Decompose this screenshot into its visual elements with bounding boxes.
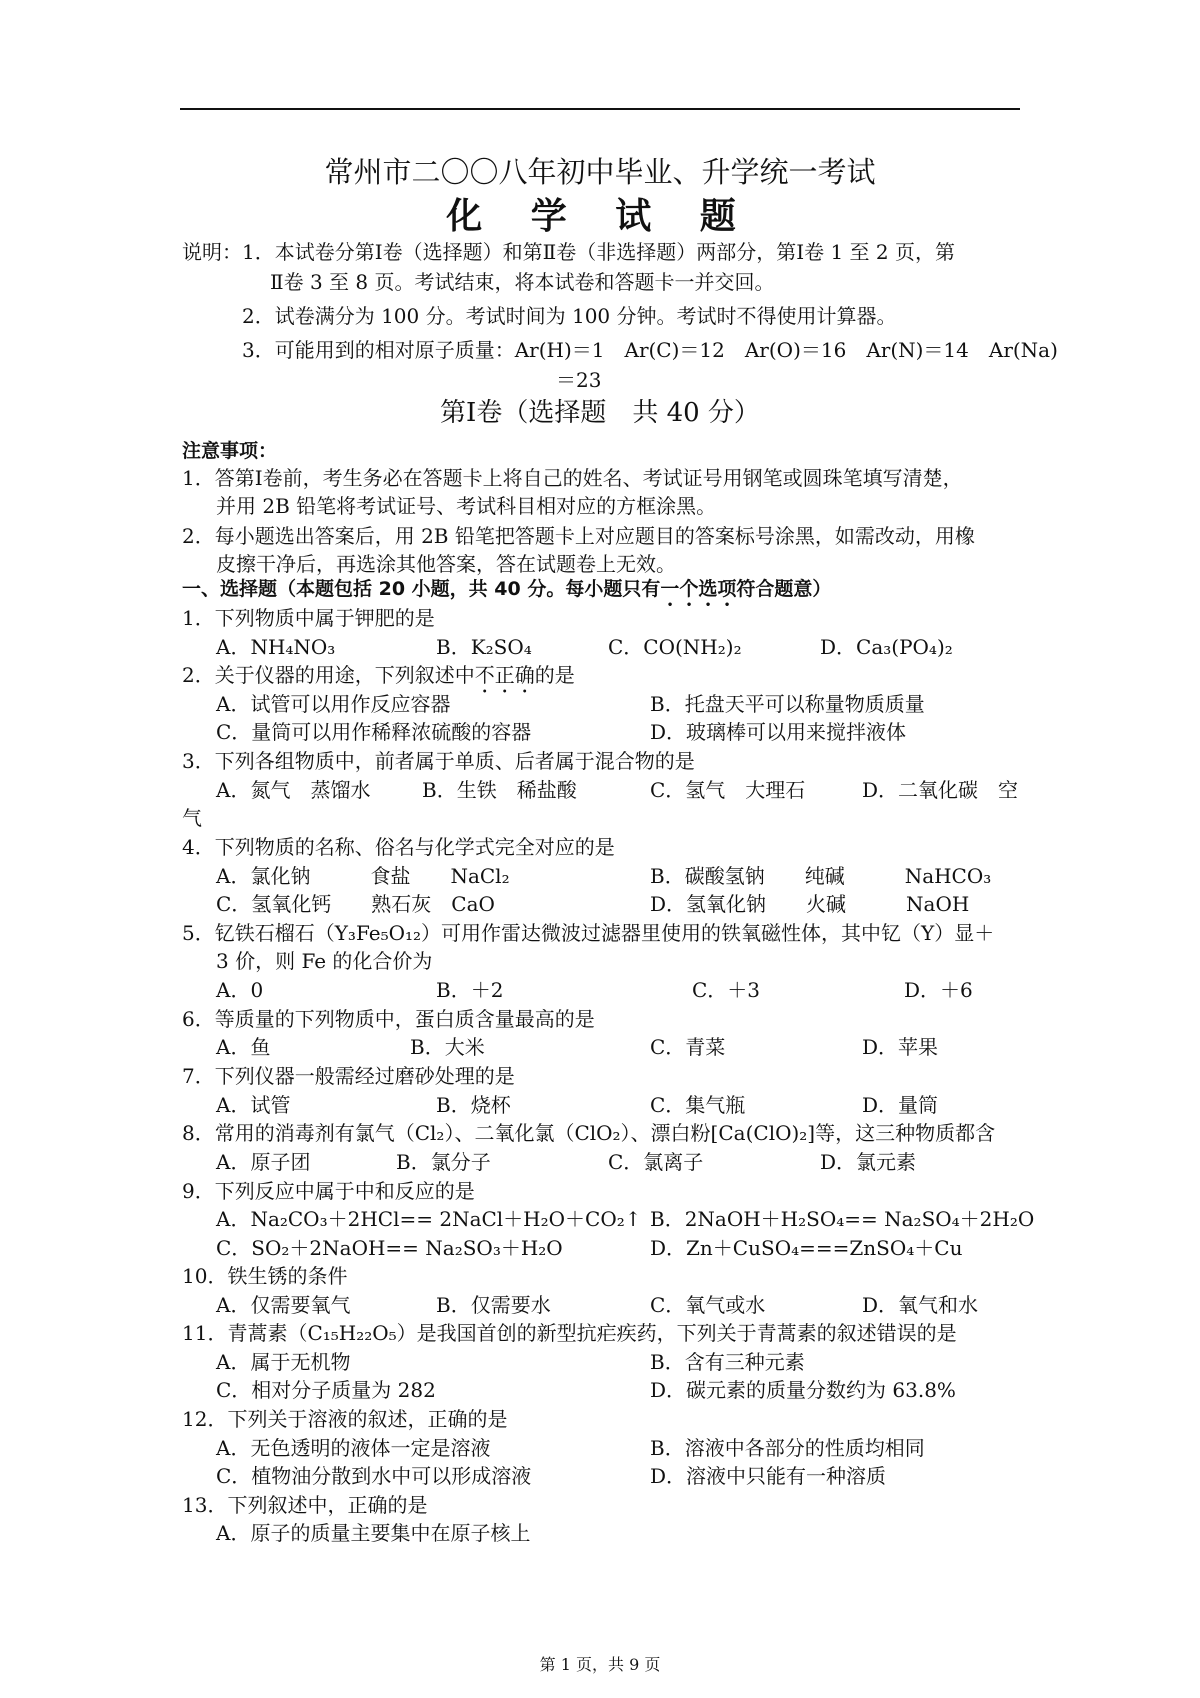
question-11-option-c: C．相对分子质量为 282 xyxy=(216,1378,436,1402)
question-10-option-d: D．氧气和水 xyxy=(862,1293,979,1317)
question-13-stem: 13．下列叙述中，正确的是 xyxy=(182,1493,428,1517)
question-10-stem: 10．铁生锈的条件 xyxy=(182,1264,348,1288)
question-9-option-b: B．2NaOH＋H₂SO₄== Na₂SO₄＋2H₂O xyxy=(650,1207,1035,1231)
notes-heading: 注意事项： xyxy=(182,440,278,462)
question-3-option-c: C．氢气 大理石 xyxy=(650,778,806,802)
question-5-option-d: D．＋6 xyxy=(904,978,973,1002)
question-2-option-d: D．玻璃棒可以用来搅拌液体 xyxy=(650,720,907,744)
question-11-option-a: A．属于无机物 xyxy=(216,1350,351,1374)
question-6-option-a: A．鱼 xyxy=(216,1035,271,1059)
question-3-option-b: B．生铁 稀盐酸 xyxy=(422,778,577,802)
question-9-option-a: A．Na₂CO₃＋2HCl== 2NaCl＋H₂O＋CO₂↑ xyxy=(216,1207,642,1231)
instruction-3-line1: 3．可能用到的相对原子质量：Ar(H)＝1 Ar(C)＝12 Ar(O)＝16 Ar(N)＝14 Ar(Na) xyxy=(242,338,1058,362)
question-2-stem-emphasis: 不正确 xyxy=(474,663,535,687)
exam-title: 常州市二〇〇八年初中毕业、升学统一考试 xyxy=(324,155,876,189)
question-11-option-d: D．碳元素的质量分数约为 63.8% xyxy=(650,1378,956,1402)
question-13-option-a: A．原子的质量主要集中在原子核上 xyxy=(216,1521,531,1545)
question-1-stem: 1．下列物质中属于钾肥的是 xyxy=(182,606,435,630)
question-2-stem-pre: 2．关于仪器的用途，下列叙述中 xyxy=(182,663,475,687)
note-1-line2: 并用 2B 铅笔将考试证号、考试科目相对应的方框涂黑。 xyxy=(216,494,717,518)
question-12-option-d: D．溶液中只能有一种溶质 xyxy=(650,1464,887,1488)
question-12-option-b: B．溶液中各部分的性质均相同 xyxy=(650,1436,925,1460)
question-10-option-b: B．仅需要水 xyxy=(436,1293,551,1317)
part-heading-emphasis: 一个选项 xyxy=(660,578,737,600)
question-3-option-d-wrap: 气 xyxy=(182,806,202,830)
question-4-option-a: A．氯化钠 食盐 NaCl₂ xyxy=(216,864,510,888)
question-10-option-a: A．仅需要氧气 xyxy=(216,1293,351,1317)
question-1-option-b: B．K₂SO₄ xyxy=(436,635,532,659)
instruction-1-line1: 1．本试卷分第Ⅰ卷（选择题）和第Ⅱ卷（非选择题）两部分，第Ⅰ卷 1 至 2 页，第 xyxy=(242,240,955,264)
question-2-option-b: B．托盘天平可以称量物质质量 xyxy=(650,692,925,716)
note-1-line1: 1．答第Ⅰ卷前，考生务必在答题卡上将自己的姓名、考试证号用钢笔或圆珠笔填写清楚， xyxy=(182,466,963,490)
question-3-option-d: D．二氧化碳 空 xyxy=(862,778,1019,802)
question-8-option-a: A．原子团 xyxy=(216,1150,311,1174)
instruction-1-line2: Ⅱ卷 3 至 8 页。考试结束，将本试卷和答题卡一并交回。 xyxy=(270,270,775,294)
question-11-option-b: B．含有三种元素 xyxy=(650,1350,805,1374)
question-9-option-d: D．Zn＋CuSO₄===ZnSO₄＋Cu xyxy=(650,1236,963,1260)
question-12-stem: 12．下列关于溶液的叙述，正确的是 xyxy=(182,1407,508,1431)
question-7-option-b: B．烧杯 xyxy=(436,1093,511,1117)
part-heading-pre: 一、选择题（本题包括 20 小题，共 40 分。每小题只有 xyxy=(182,578,661,600)
question-5-option-c: C．＋3 xyxy=(692,978,761,1002)
instructions-label: 说明： xyxy=(182,240,242,264)
question-10-option-c: C．氧气或水 xyxy=(650,1293,766,1317)
part-heading-post: 符合题意） xyxy=(736,578,832,600)
question-1-option-c: C．CO(NH₂)₂ xyxy=(608,635,742,659)
question-12-option-a: A．无色透明的液体一定是溶液 xyxy=(216,1436,491,1460)
page-footer: 第 1 页，共 9 页 xyxy=(539,1655,661,1674)
question-5-option-b: B．＋2 xyxy=(436,978,504,1002)
question-11-stem: 11．青蒿素（C₁₅H₂₂O₅）是我国首创的新型抗疟疾药，下列关于青蒿素的叙述错误的是 xyxy=(182,1321,957,1345)
question-12-option-c: C．植物油分散到水中可以形成溶液 xyxy=(216,1464,532,1488)
question-8-option-d: D．氯元素 xyxy=(820,1150,917,1174)
question-4-stem: 4．下列物质的名称、俗名与化学式完全对应的是 xyxy=(182,835,615,859)
question-4-option-c: C．氢氧化钙 熟石灰 CaO xyxy=(216,892,495,916)
question-5-option-a: A．0 xyxy=(216,978,264,1002)
question-1-option-a: A．NH₄NO₃ xyxy=(216,635,336,659)
instruction-3-line2: ＝23 xyxy=(556,368,602,392)
question-6-stem: 6．等质量的下列物质中，蛋白质含量最高的是 xyxy=(182,1007,595,1031)
question-8-stem: 8．常用的消毒剂有氯气（Cl₂）、二氧化氯（ClO₂）、漂白粉[Ca(ClO)₂]等，这三种物质都含 xyxy=(182,1121,996,1145)
question-9-option-c: C．SO₂＋2NaOH== Na₂SO₃＋H₂O xyxy=(216,1236,563,1260)
question-1-option-d: D．Ca₃(PO₄)₂ xyxy=(820,635,953,659)
question-8-option-c: C．氯离子 xyxy=(608,1150,704,1174)
instruction-2: 2．试卷满分为 100 分。考试时间为 100 分钟。考试时不得使用计算器。 xyxy=(242,304,897,328)
question-6-option-b: B．大米 xyxy=(410,1035,485,1059)
question-6-option-c: C．青菜 xyxy=(650,1035,726,1059)
subject-title: 化 学 试 题 xyxy=(446,195,754,237)
question-2-stem-post: 的是 xyxy=(534,663,575,687)
question-3-option-a: A．氮气 蒸馏水 xyxy=(216,778,371,802)
question-7-option-d: D．量筒 xyxy=(862,1093,939,1117)
section-title: 第Ⅰ卷（选择题 共 40 分） xyxy=(440,398,760,428)
question-7-option-c: C．集气瓶 xyxy=(650,1093,746,1117)
question-4-option-d: D．氢氧化钠 火碱 NaOH xyxy=(650,892,970,916)
note-2-line1: 2．每小题选出答案后，用 2B 铅笔把答题卡上对应题目的答案标号涂黑，如需改动，用橡 xyxy=(182,524,975,548)
question-7-option-a: A．试管 xyxy=(216,1093,291,1117)
question-8-option-b: B．氯分子 xyxy=(396,1150,491,1174)
question-2-option-a: A．试管可以用作反应容器 xyxy=(216,692,451,716)
question-2-option-c: C．量筒可以用作稀释浓硫酸的容器 xyxy=(216,720,532,744)
note-2-line2: 皮擦干净后，再选涂其他答案，答在试题卷上无效。 xyxy=(216,552,676,576)
question-9-stem: 9．下列反应中属于中和反应的是 xyxy=(182,1179,475,1203)
question-6-option-d: D．苹果 xyxy=(862,1035,939,1059)
question-3-stem: 3．下列各组物质中，前者属于单质、后者属于混合物的是 xyxy=(182,749,695,773)
question-5-stem-line1: 5．钇铁石榴石（Y₃Fe₅O₁₂）可用作雷达微波过滤器里使用的铁氧磁性体，其中钇（Y）显＋ xyxy=(182,921,995,945)
top-rule xyxy=(180,108,1020,110)
question-7-stem: 7．下列仪器一般需经过磨砂处理的是 xyxy=(182,1064,515,1088)
question-5-stem-line2: 3 价，则 Fe 的化合价为 xyxy=(216,949,433,973)
question-4-option-b: B．碳酸氢钠 纯碱 NaHCO₃ xyxy=(650,864,992,888)
